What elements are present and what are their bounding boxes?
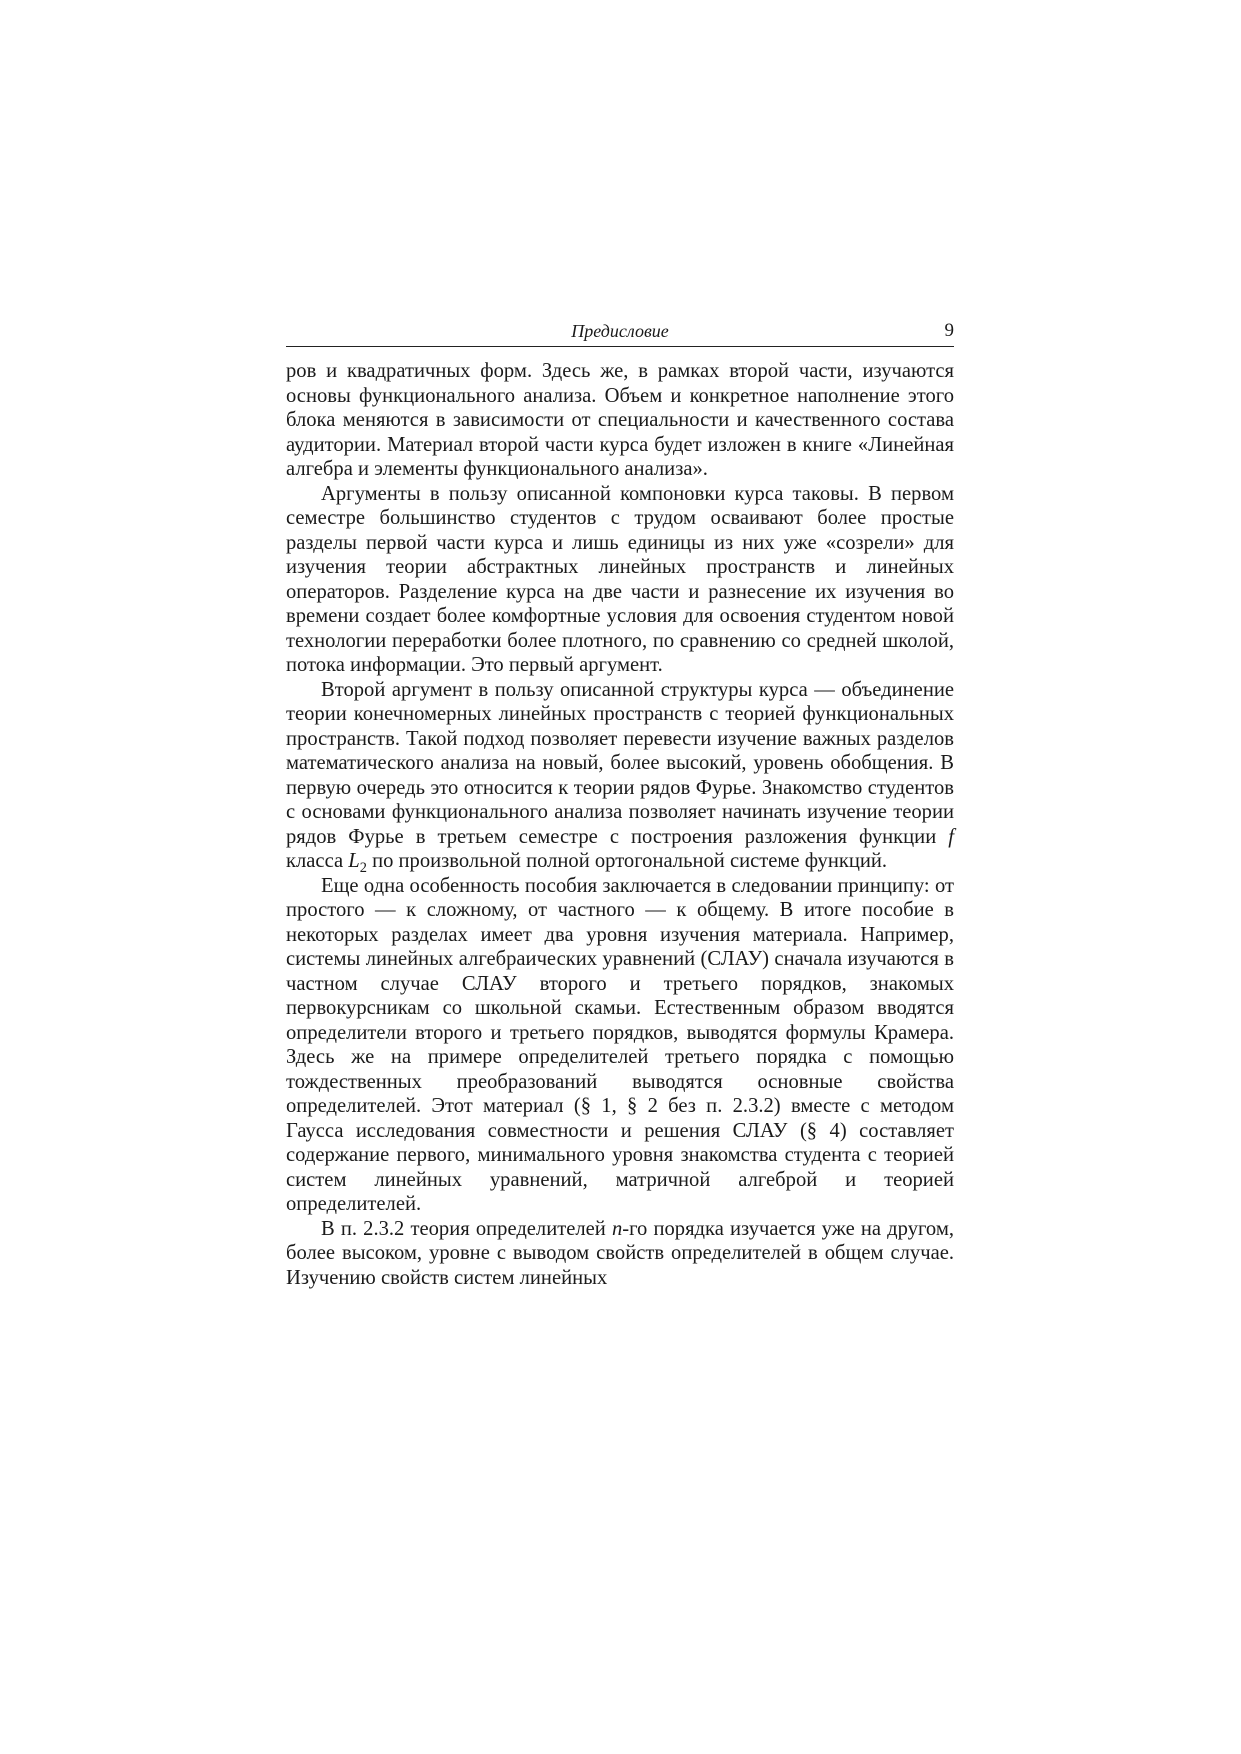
math-space-L: L [348, 850, 360, 872]
paragraph-3-text-after: по произвольной полной ортогональной системе функций. [366, 850, 888, 872]
page-number: 9 [944, 320, 954, 341]
running-head-title: Предисловие [571, 321, 669, 341]
book-page [286, 320, 954, 1290]
running-header [286, 320, 954, 347]
paragraph-5 [286, 1217, 954, 1291]
body-text [286, 359, 954, 1290]
math-variable-n: n [611, 1217, 623, 1240]
paragraph-3-text-before: Второй аргумент в пользу описанной структуры курса — объединение теории конечномерных линейных пространств с теорией функциональных пространств. Такой подход позволяет перевести изучение важных разделов математического анализа на новый, более высокий, уровень обобщения. В первую очередь это относится к теории рядов Фурье. Знакомство студентов с основами функционального анализа позволяет начинать изучение теории рядов Фурье в третьем семестре с построения разложения функции [286, 678, 954, 848]
paragraph-2: Аргументы в пользу описанной компоновки курса таковы. В первом семестре большинство студентов с трудом осваивают более простые разделы первой части курса и лишь единицы из них уже «созрели» для изучения теории абстрактных линейных пространств и линейных операторов. Разделение курса на две части и разнесение их изучения во времени создает более комфортные условия для освоения студентом новой технологии переработки более плотного, по сравнению со средней школой, потока информации. Это первый аргумент. [286, 482, 954, 676]
paragraph-4: Еще одна особенность пособия заключается в следовании принципу: от простого — к сложному, от частного — к общему. В итоге пособие в некоторых разделах имеет два уровня изучения материала. Например, системы линейных алгебраических уравнений (СЛАУ) сначала изучаются в частном случае СЛАУ второго и третьего порядков, знакомых первокурсникам со школьной скамьи. Естественным образом вводятся определители второго и третьего порядков, выводятся формулы Крамера. Здесь же на примере определителей третьего порядка с помощью тождественных преобразований выводятся основные свойства определителей. Этот материал (§ 1, § 2 без п. 2.3.2) вместе с методом Гаусса исследования совместности и решения СЛАУ (§ 4) составляет содержание первого, минимального уровня знакомства студента с теорией систем линейных уравнений, матричной алгеброй и теорией определителей. [286, 874, 954, 1215]
math-subscript-2: 2 [359, 860, 367, 877]
paragraph-5-text-before: В п. 2.3.2 теория определителей [321, 1217, 612, 1240]
math-variable-f: f [948, 825, 954, 848]
paragraph-3-text-middle: класса [286, 850, 349, 872]
paragraph-3 [286, 678, 954, 877]
paragraph-1: ров и квадратичных форм. Здесь же, в рамках второй части, изучаются основы функционального анализа. Объем и конкретное наполнение этого блока меняются в зависимости от специальности и качественного состава аудитории. Материал второй части курса будет изложен в книге «Линейная алгебра и элементы функционального анализа». [286, 360, 954, 480]
paragraph-5-text-after: -го порядка изучается уже на другом, более высоком, уровне с выводом свойств определителей в общем случае. Изучению свойств систем линейных [286, 1217, 955, 1289]
